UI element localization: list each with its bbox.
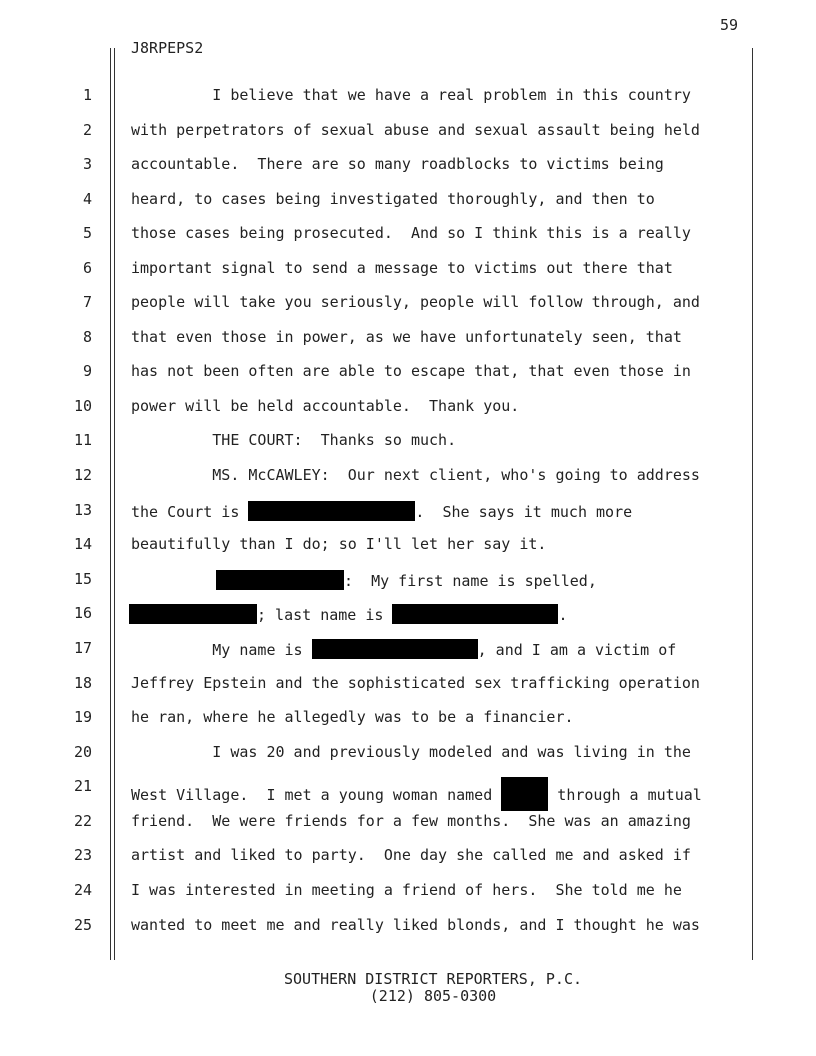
line-number: 16 — [73, 604, 92, 622]
redaction-bar — [216, 570, 344, 590]
transcript-line: power will be held accountable. Thank you. — [131, 397, 520, 415]
line-text-segment: the Court is — [131, 503, 249, 521]
line-number: 21 — [73, 777, 92, 795]
transcript-line: Jeffrey Epstein and the sophisticated sex trafficking operation — [131, 674, 700, 692]
transcript-line: people will take you seriously, people will follow through, and — [131, 293, 700, 311]
transcript-line: with perpetrators of sexual abuse and sexual assault being held — [131, 121, 700, 139]
redaction-bar — [248, 501, 415, 521]
transcript-line: friend. We were friends for a few months. She was an amazing — [131, 812, 691, 830]
line-text-segment: My name is — [131, 641, 312, 659]
line-number: 19 — [73, 708, 92, 726]
redaction-bar — [501, 777, 548, 811]
line-number: 8 — [82, 328, 92, 346]
transcript-line: I was 20 and previously modeled and was living in the — [131, 743, 691, 761]
page-number: 59 — [719, 16, 738, 34]
transcript-line: THE COURT: Thanks so much. — [131, 431, 457, 449]
transcript-line: I was interested in meeting a friend of hers. She told me he — [131, 881, 682, 899]
line-text-segment: West Village. I met a young woman named — [131, 786, 502, 804]
transcript-line — [216, 570, 597, 590]
redaction-bar — [392, 604, 558, 624]
line-text-segment: . — [558, 606, 568, 624]
line-text-segment: : My first name is spelled, — [344, 572, 597, 590]
line-number: 23 — [73, 846, 92, 864]
line-text-segment: ; last name is — [257, 606, 393, 624]
line-number: 14 — [73, 535, 92, 553]
footer-reporter: SOUTHERN DISTRICT REPORTERS, P.C. — [283, 970, 582, 988]
line-number: 1 — [82, 86, 92, 104]
transcript-line — [129, 604, 568, 624]
line-number: 12 — [73, 466, 92, 484]
line-number: 9 — [82, 362, 92, 380]
transcript-line: those cases being prosecuted. And so I think this is a really — [131, 224, 691, 242]
transcript-line — [131, 777, 702, 811]
line-text-segment: through a mutual — [548, 786, 702, 804]
transcript-line: MS. McCAWLEY: Our next client, who's going to address — [131, 466, 700, 484]
transcript-line: important signal to send a message to victims out there that — [131, 259, 673, 277]
line-number: 20 — [73, 743, 92, 761]
redaction-bar — [129, 604, 257, 624]
right-margin-rule — [752, 48, 753, 960]
line-number: 3 — [82, 155, 92, 173]
transcript-line: accountable. There are so many roadblocks to victims being — [131, 155, 664, 173]
transcript-line: beautifully than I do; so I'll let her say it. — [131, 535, 547, 553]
redaction-bar — [312, 639, 478, 659]
line-number: 15 — [73, 570, 92, 588]
transcript-line: wanted to meet me and really liked blonds, and I thought he was — [131, 916, 700, 934]
line-number: 25 — [73, 916, 92, 934]
transcript-line: I believe that we have a real problem in this country — [131, 86, 691, 104]
line-number: 5 — [82, 224, 92, 242]
line-number: 22 — [73, 812, 92, 830]
case-id: J8RPEPS2 — [131, 39, 204, 57]
transcript-line: heard, to cases being investigated thoroughly, and then to — [131, 190, 655, 208]
line-number: 10 — [73, 397, 92, 415]
line-number: 11 — [73, 431, 92, 449]
line-number: 7 — [82, 293, 92, 311]
transcript-line: artist and liked to party. One day she called me and asked if — [131, 846, 691, 864]
line-number: 6 — [82, 259, 92, 277]
line-number: 17 — [73, 639, 92, 657]
footer-phone: (212) 805-0300 — [369, 987, 497, 1005]
transcript-line: he ran, where he allegedly was to be a financier. — [131, 708, 574, 726]
transcript-line: has not been often are able to escape that, that even those in — [131, 362, 691, 380]
transcript-line: that even those in power, as we have unfortunately seen, that — [131, 328, 682, 346]
line-number: 24 — [73, 881, 92, 899]
line-number: 4 — [82, 190, 92, 208]
line-text-segment: , and I am a victim of — [477, 641, 677, 659]
transcript-line — [131, 501, 632, 521]
transcript-line — [131, 639, 676, 659]
line-text-segment: . She says it much more — [415, 503, 633, 521]
left-margin-rule-outer — [110, 48, 111, 960]
line-number: 13 — [73, 501, 92, 519]
left-margin-rule-inner — [114, 48, 115, 960]
line-number: 2 — [82, 121, 92, 139]
line-number: 18 — [73, 674, 92, 692]
